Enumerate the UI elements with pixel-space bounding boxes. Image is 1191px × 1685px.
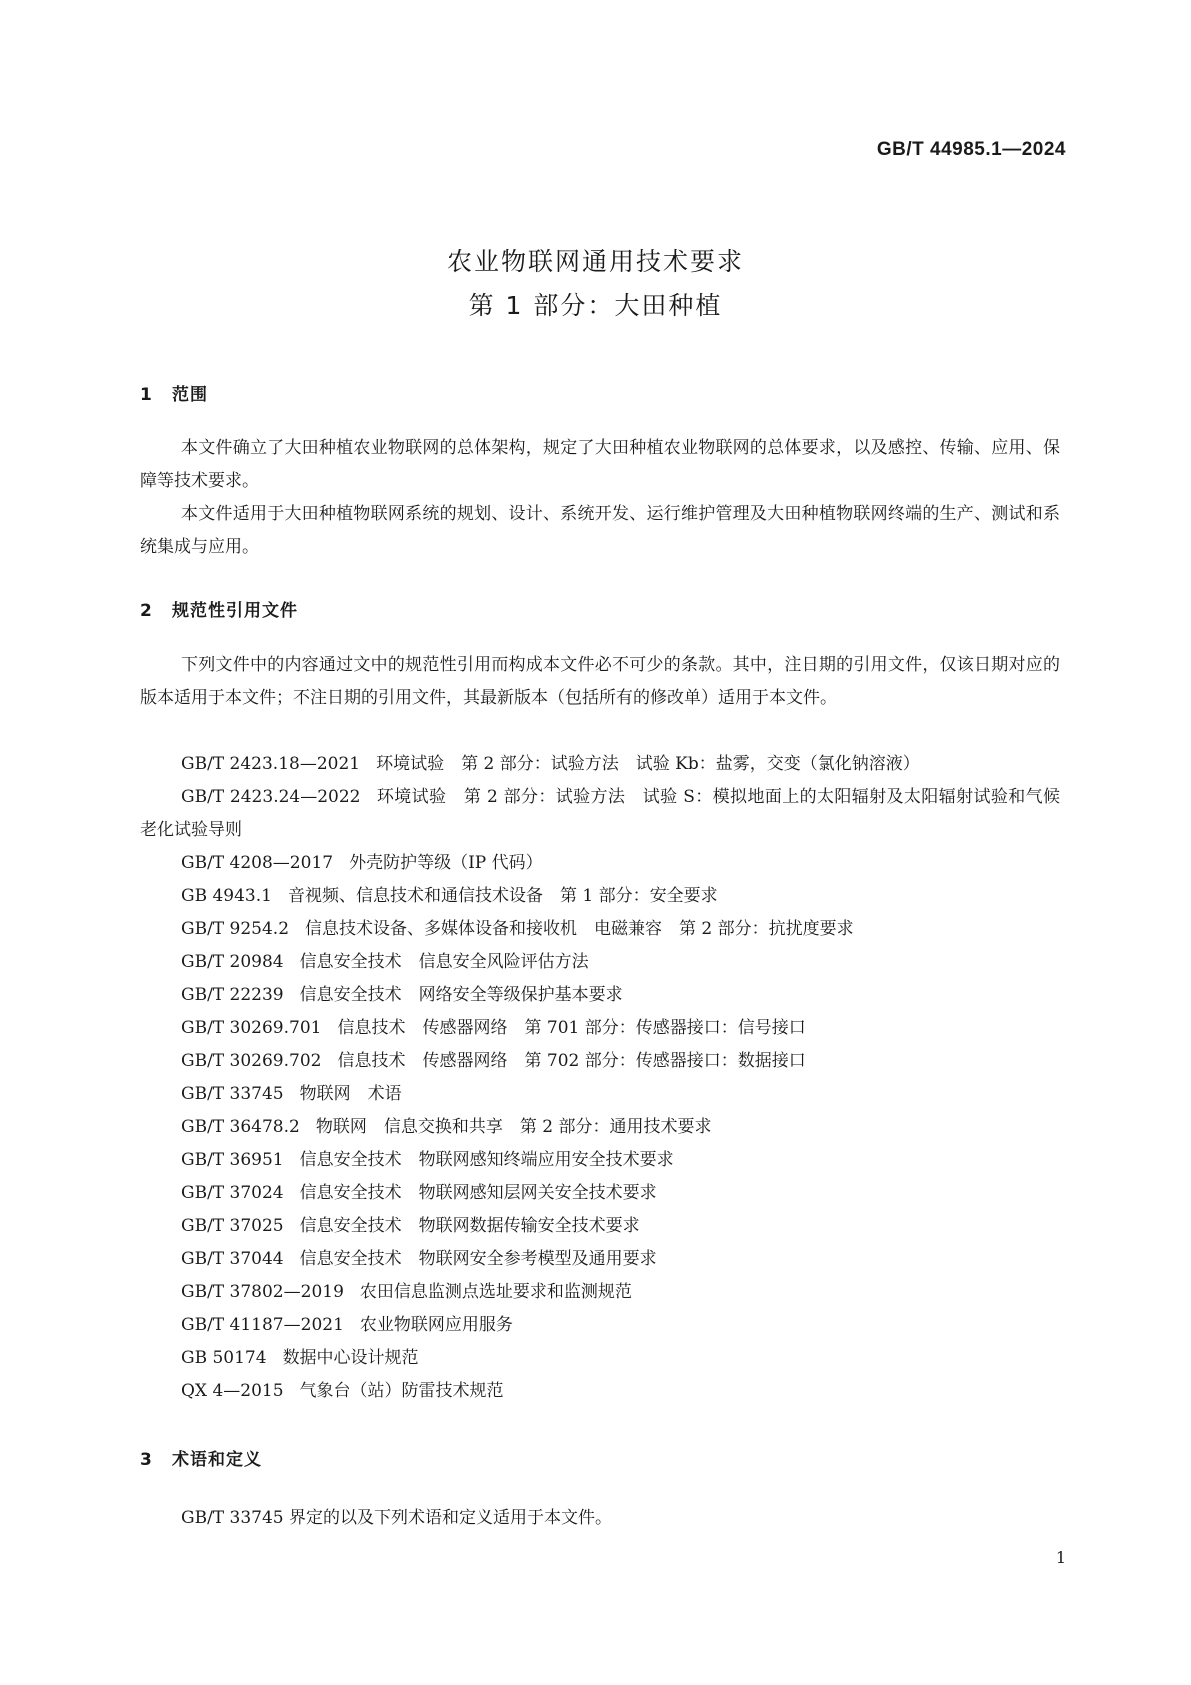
reference-item [140,1078,1060,1111]
reference-item [140,1309,1060,1342]
section-heading-normative-references [140,596,298,621]
section-title: 规范性引用文件 [172,601,298,621]
reference-code: GB/T 30269.702 [181,1051,322,1071]
reference-item [140,1243,1060,1276]
reference-code: GB/T 33745 [181,1084,284,1104]
section-heading-terms [140,1445,262,1470]
section-title: 范围 [172,385,208,405]
reference-title: 信息技术 传感器网络 第 701 部分：传感器接口：信号接口 [337,1018,806,1038]
reference-item [140,1045,1060,1078]
document-title: 农业物联网通用技术要求 [446,247,744,276]
section-heading-scope [140,380,208,405]
reference-item [140,979,1060,1012]
reference-code: GB/T 22239 [181,985,284,1005]
reference-code: QX 4—2015 [181,1381,284,1401]
reference-title: 环境试验 第 2 部分：试验方法 试验 Kb：盐雾，交变（氯化钠溶液） [376,754,920,774]
scope-paragraph: 本文件确立了大田种植农业物联网的总体架构，规定了大田种植农业物联网的总体要求，以及感控、传输、应用、保障等技术要求。 [140,438,1060,491]
reference-title: 数据中心设计规范 [282,1348,419,1368]
reference-code: GB/T 2423.24—2022 [181,787,361,807]
section-title: 术语和定义 [172,1450,262,1470]
reference-title: 外壳防护等级（IP 代码） [349,853,543,873]
reference-code: GB 4943.1 [181,886,272,906]
reference-item [140,946,1060,979]
reference-code: GB/T 37025 [181,1216,284,1236]
reference-item [140,1111,1060,1144]
reference-item [140,781,1060,847]
reference-item [140,847,1060,880]
reference-code: GB/T 30269.701 [181,1018,322,1038]
reference-item [140,1342,1060,1375]
reference-title: 音视频、信息技术和通信技术设备 第 1 部分：安全要求 [287,886,718,906]
reference-title: 农田信息监测点选址要求和监测规范 [359,1282,632,1302]
reference-title: 信息安全技术 物联网安全参考模型及通用要求 [299,1249,657,1269]
reference-title: 信息技术设备、多媒体设备和接收机 电磁兼容 第 2 部分：抗扰度要求 [305,919,854,939]
normative-references-intro: 下列文件中的内容通过文中的规范性引用而构成本文件必不可少的条款。其中，注日期的引用文件，仅该日期对应的版本适用于本文件；不注日期的引用文件，其最新版本（包括所有的修改单）适用于本文件。 [140,655,1060,708]
reference-code: GB/T 2423.18—2021 [181,754,361,774]
section-number: 3 [140,1450,153,1470]
reference-title: 物联网 信息交换和共享 第 2 部分：通用技术要求 [315,1117,712,1137]
reference-title: 信息安全技术 物联网感知层网关安全技术要求 [299,1183,657,1203]
reference-title: 信息安全技术 物联网数据传输安全技术要求 [299,1216,640,1236]
reference-item [140,1012,1060,1045]
reference-title: 信息安全技术 网络安全等级保护基本要求 [299,985,623,1005]
reference-item [140,1210,1060,1243]
scope-paragraph: 本文件适用于大田种植物联网系统的规划、设计、系统开发、运行维护管理及大田种植物联网终端的生产、测试和系统集成与应用。 [140,504,1060,557]
reference-code: GB/T 9254.2 [181,919,290,939]
reference-title: 信息安全技术 信息安全风险评估方法 [299,952,589,972]
page-number: 1 [1055,1548,1066,1567]
reference-item [140,1375,1060,1408]
reference-code: GB/T 37802—2019 [181,1282,344,1302]
reference-code: GB/T 20984 [181,952,284,972]
standard-code: GB/T 44985.1—2024 [876,139,1066,160]
terms-intro: GB/T 33745 界定的以及下列术语和定义适用于本文件。 [181,1508,613,1528]
reference-code: GB/T 36951 [181,1150,284,1170]
reference-code: GB/T 41187—2021 [181,1315,344,1335]
reference-title: 信息技术 传感器网络 第 702 部分：传感器接口：数据接口 [337,1051,806,1071]
reference-code: GB/T 4208—2017 [181,853,334,873]
reference-item [140,880,1060,913]
reference-item [140,1144,1060,1177]
reference-item [140,913,1060,946]
reference-item [140,748,1060,781]
reference-title: 物联网 术语 [299,1084,402,1104]
reference-item [140,1177,1060,1210]
reference-title: 农业物联网应用服务 [359,1315,513,1335]
section-number: 2 [140,601,153,621]
section-number: 1 [140,385,153,405]
reference-title: 环境试验 第 2 部分：试验方法 试验 S：模拟地面上的太阳辐射及太阳辐射试验和气候老化试验导则 [140,787,1061,840]
reference-code: GB/T 36478.2 [181,1117,300,1137]
reference-code: GB 50174 [181,1348,267,1368]
reference-code: GB/T 37044 [181,1249,284,1269]
reference-title: 气象台（站）防雷技术规范 [299,1381,504,1401]
reference-item [140,1276,1060,1309]
reference-list [140,748,1060,1408]
reference-title: 信息安全技术 物联网感知终端应用安全技术要求 [299,1150,674,1170]
document-subtitle: 第 1 部分：大田种植 [468,291,723,320]
reference-code: GB/T 37024 [181,1183,284,1203]
